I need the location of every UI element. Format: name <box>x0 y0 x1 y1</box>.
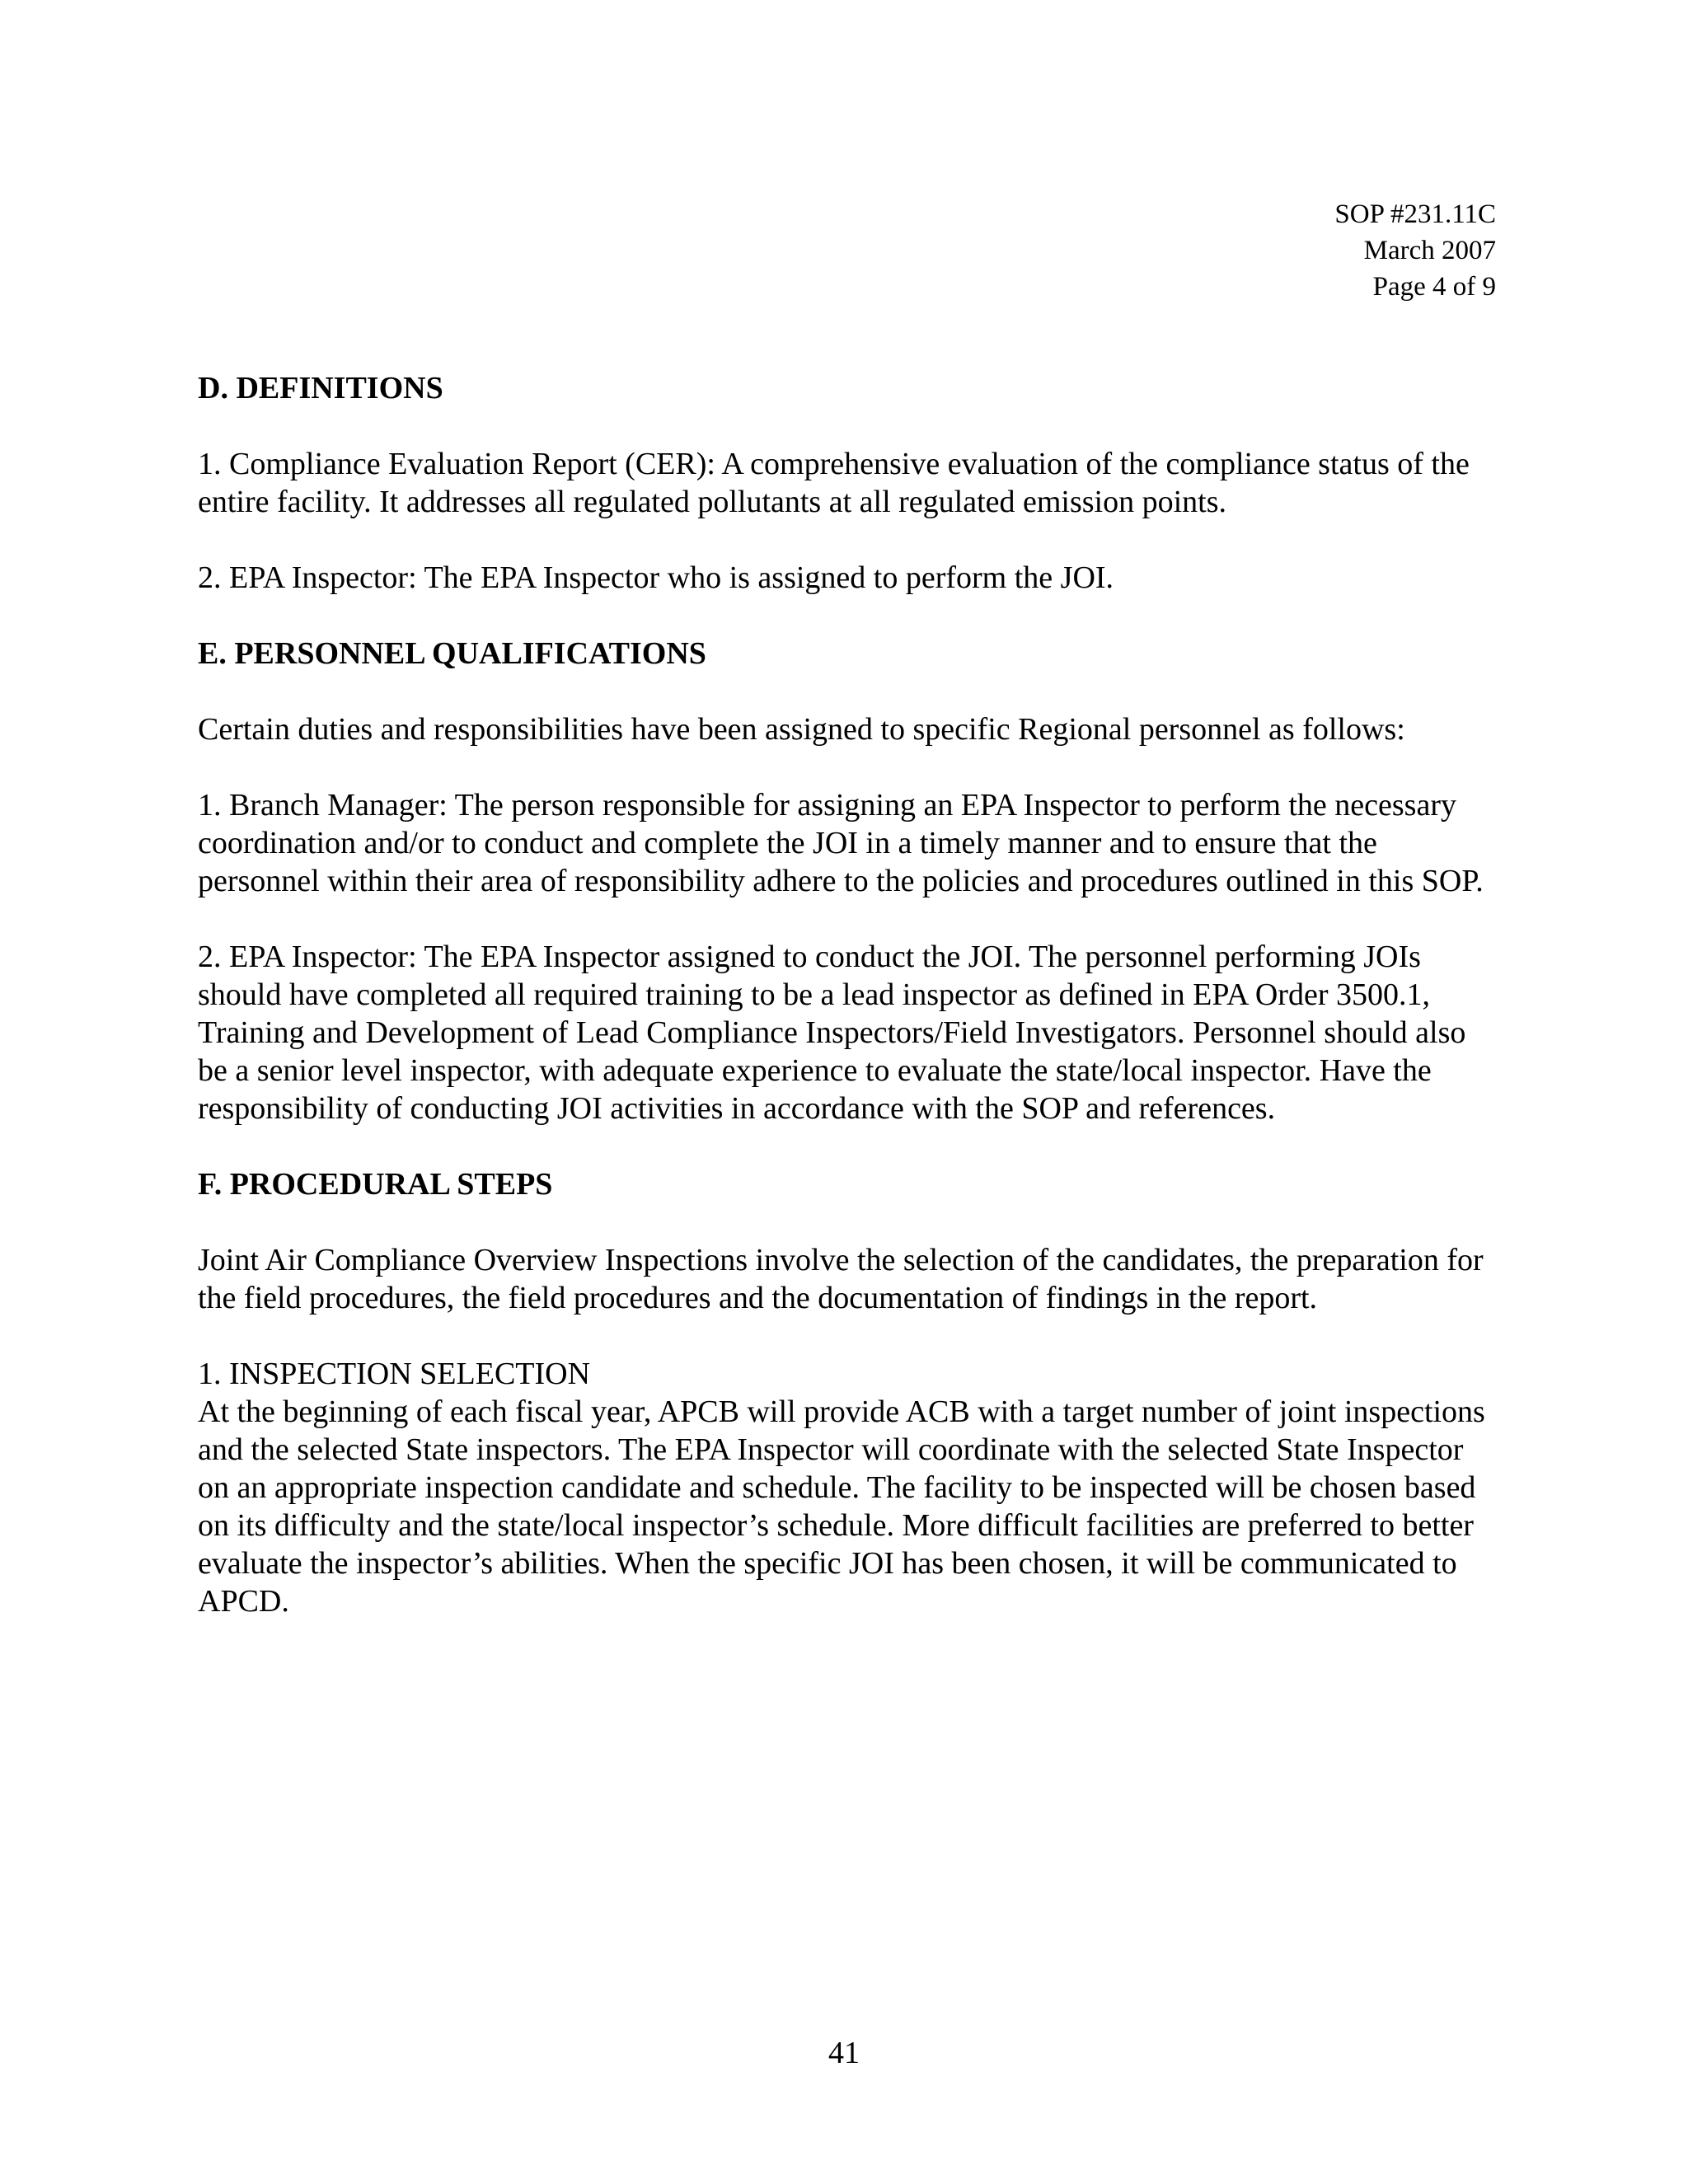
personnel-epa-inspector: 2. EPA Inspector: The EPA Inspector assigned to conduct the JOI. The personnel performing JOIs should have completed all required training to be a lead inspector as defined in EPA Order 3500.1, Training and Development of Lead Compliance Inspectors/Field Investigators. Personnel should also be a senior level inspector, with adequate experience to evaluate the state/local inspector. Have the responsibility of conducting JOI activities in accordance with the SOP and references. <box>198 940 1466 1126</box>
personnel-intro: Certain duties and responsibilities have been assigned to specific Regional personnel as follows: <box>198 712 1405 747</box>
definition-cer: 1. Compliance Evaluation Report (CER): A comprehensive evaluation of the compliance status of the entire facility. It addresses all regulated pollutants at all regulated emission points. <box>198 447 1470 519</box>
inspection-selection-text: At the beginning of each fiscal year, APCB will provide ACB with a target number of joint inspections and the selected State inspectors. The EPA Inspector will coordinate with the selected State Inspector on an appropriate inspection candidate and schedule. The facility to be inspected will be chosen based on its difficulty and the state/local inspector’s schedule. More difficult facilities are preferred to better evaluate the inspector’s abilities. When the specific JOI has been chosen, it will be communicated to APCD. <box>198 1394 1485 1619</box>
page-indicator: Page 4 of 9 <box>1372 272 1496 302</box>
definition-epa-inspector: 2. EPA Inspector: The EPA Inspector who is assigned to perform the JOI. <box>198 560 1114 595</box>
page-header <box>1334 196 1496 305</box>
sop-number: SOP #231.11C <box>1334 199 1496 229</box>
inspection-selection-subheading: 1. INSPECTION SELECTION <box>198 1357 591 1391</box>
procedural-heading: F. PROCEDURAL STEPS <box>198 1167 553 1202</box>
procedural-intro: Joint Air Compliance Overview Inspections involve the selection of the candidates, the preparation for the field procedures, the field procedures and the documentation of findings in the report. <box>198 1243 1484 1315</box>
definitions-heading: D. DEFINITIONS <box>198 371 443 405</box>
document-date: March 2007 <box>1363 236 1496 265</box>
page-number: 41 <box>828 2036 860 2070</box>
personnel-branch-manager: 1. Branch Manager: The person responsible for assigning an EPA Inspector to perform the necessary coordination and/or to conduct and complete the JOI in a timely manner and to ensure that the personnel within their area of responsibility adhere to the policies and procedures outlined in this SOP. <box>198 788 1484 898</box>
document-body <box>198 369 1500 1620</box>
personnel-heading: E. PERSONNEL QUALIFICATIONS <box>198 636 706 671</box>
